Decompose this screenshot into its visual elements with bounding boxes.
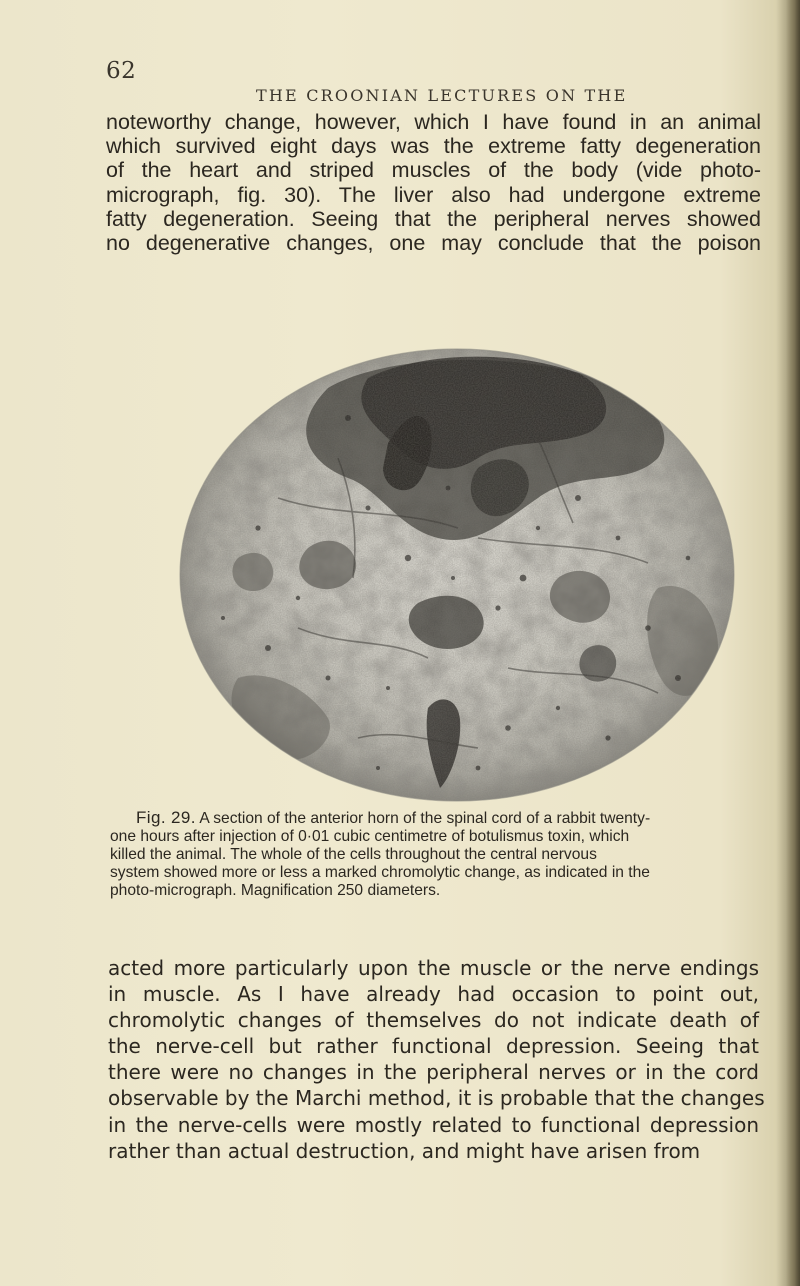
figure-caption: [110, 809, 760, 900]
text-line: no degenerative changes, one may conclude that the poison: [106, 231, 761, 256]
running-head: THE CROONIAN LECTURES ON THE: [256, 86, 628, 105]
text-line: chromolytic changes of themselves do not indicate death of: [108, 1008, 759, 1033]
top-paragraph: [106, 110, 761, 255]
text-line: there were no changes in the peripheral nerves or in the cord: [108, 1060, 759, 1085]
text-line: micrograph, fig. 30). The liver also had undergone extreme: [106, 182, 761, 207]
caption-line: killed the animal. The whole of the cells throughout the central nervous: [110, 846, 597, 863]
caption-line: photo-micrograph. Magnification 250 diameters.: [110, 882, 441, 899]
figure-label: Fig. 29.: [136, 808, 196, 827]
caption-line: system showed more or less a marked chromolytic change, as indicated in the: [110, 864, 650, 881]
text-line: in muscle. As I have already had occasion to point out,: [108, 982, 759, 1007]
text-line: of the heart and striped muscles of the body (vide photo-: [106, 158, 761, 183]
caption-text: A section of the anterior horn of the spinal cord of a rabbit twenty-: [199, 810, 651, 827]
caption-line-first: [110, 809, 760, 828]
page-number: 62: [106, 58, 137, 84]
text-line: acted more particularly upon the muscle or the nerve endings: [108, 956, 759, 980]
text-line: rather than actual destruction, and might have arisen from: [108, 1138, 701, 1163]
body-paragraph: [108, 955, 765, 1164]
text-line: observable by the Marchi method, it is probable that the changes: [108, 1086, 765, 1111]
caption-line: one hours after injection of 0·01 cubic centimetre of botulismus toxin, which: [110, 828, 630, 845]
text-line: in the nerve-cells were mostly related to functional depression: [108, 1112, 759, 1137]
text-line: fatty degeneration. Seeing that the peripheral nerves showed: [106, 206, 761, 231]
text-line: which survived eight days was the extreme fatty degeneration: [106, 134, 761, 159]
photomicrograph-figure: [178, 348, 736, 802]
page-edge-shadow: [786, 0, 800, 1286]
text-line: the nerve-cell but rather functional depression. Seeing that: [108, 1034, 759, 1059]
text-line: noteworthy change, however, which I have found in an animal: [106, 110, 761, 134]
